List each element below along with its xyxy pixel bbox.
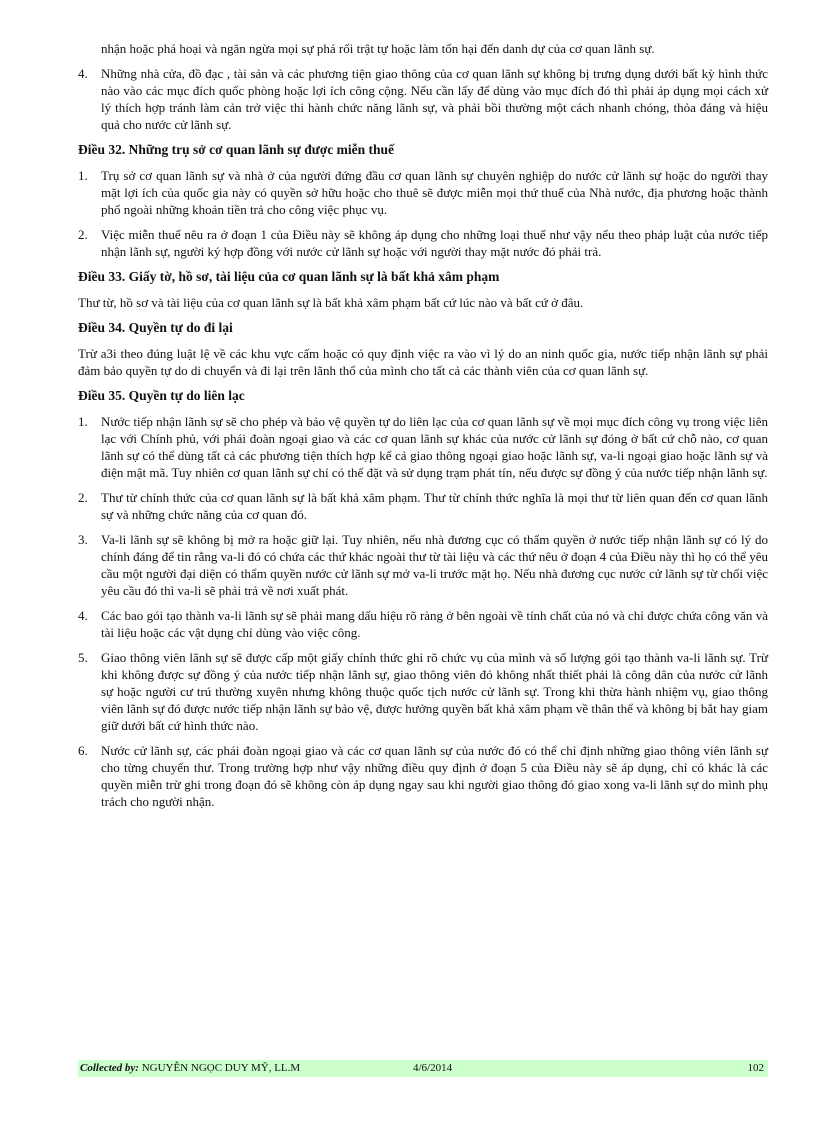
list-text: Những nhà cửa, đồ đạc , tài sản và các phương tiện giao thông của cơ quan lãnh sự không bị trưng dụng dưới bất kỳ hình thức nào vào các mục đích quốc phòng hoặc lợi ích công cộng. Nếu cần lấy để dùng vào mục đích đó thì phải áp dụng mọi cách xử lý thích hợp tránh làm cản trở việc thi hành chức năng lãnh sự, và phải bồi thường một cách nhanh chóng, thỏa đáng và hiệu quả cho nước cử lãnh sự. [101, 66, 768, 132]
article-33-heading: Điều 33. Giấy tờ, hồ sơ, tài liệu của cơ quan lãnh sự là bất khả xâm phạm [78, 269, 500, 284]
list-number: 3. [78, 532, 88, 547]
collected-by-label: Collected by: [80, 1062, 139, 1074]
list-text: Việc miễn thuế nêu ra ở đoạn 1 của Điều này sẽ không áp dụng cho những loại thuế như vậy nếu theo pháp luật của nước tiếp nhận lãnh sự, người ký hợp đồng với nước cử lãnh sự hoặc với người thay mặt nước đó phải trả. [101, 227, 768, 259]
article-34-heading: Điều 34. Quyền tự do đi lại [78, 320, 233, 335]
list-item [78, 607, 768, 641]
footer-author: NGUYỄN NGỌC DUY MỸ, LL.M [141, 1062, 301, 1074]
list-item [78, 65, 768, 133]
list-number: 4. [78, 608, 88, 623]
page-footer [78, 1060, 768, 1077]
list-text: Trụ sở cơ quan lãnh sự và nhà ở của người đứng đầu cơ quan lãnh sự chuyên nghiệp do nước cử lãnh sự hoặc do người thay mặt lợi ích của quốc gia này có quyền sở hữu hoặc cho thuê sẽ được miễn mọi thứ thuế của Nhà nước, địa phương hoặc thành phố ngoài những khoản tiền trả cho công việc phục vụ. [101, 168, 768, 217]
list-text: Thư từ chính thức của cơ quan lãnh sự là bất khả xâm phạm. Thư từ chính thức nghĩa là mọi thư từ liên quan đến cơ quan lãnh sự và những chức năng của cơ quan đó. [101, 490, 768, 522]
list-text: Va-li lãnh sự sẽ không bị mở ra hoặc giữ lại. Tuy nhiên, nếu nhà đương cục có thẩm quyền ở nước tiếp nhận lãnh sự có lý do chính đáng để tin rằng va-li đó có chứa các thứ khác ngoài thư từ tài liệu và các thứ nêu ở đoạn 4 của Điều này thì họ có thể yêu cầu một người đại diện có thẩm quyền nước cử lãnh sự mở va-li trước mặt họ. Nếu nhà đương cục nước cử lãnh sự từ chối việc yêu cầu đó thì va-li sẽ phải trả về nơi xuất phát. [101, 532, 768, 598]
article-35-heading: Điều 35. Quyền tự do liên lạc [78, 388, 245, 403]
list-number: 1. [78, 168, 88, 183]
article-34-text: Trừ a3i theo đúng luật lệ về các khu vực cấm hoặc có quy định việc ra vào vì lý do an ninh quốc gia, nước tiếp nhận lãnh sự phải đảm bảo quyền tự do di chuyển và đi lại trên lãnh thổ của mình cho tất cả các thành viên của cơ quan lãnh sự. [78, 346, 768, 378]
list-text: Các bao gói tạo thành va-li lãnh sự sẽ phải mang dấu hiệu rõ ràng ở bên ngoài về tính chất của nó và chỉ được chứa công văn và tài liệu hoặc các vật dụng chỉ dùng vào việc công. [101, 608, 768, 640]
list-item [78, 742, 768, 810]
document-page [78, 40, 768, 818]
list-item [78, 649, 768, 734]
page-number: 102 [747, 1062, 764, 1074]
continued-paragraph: nhận hoặc phá hoại và ngăn ngừa mọi sự phá rối trật tự hoặc làm tổn hại đến danh dự của cơ quan lãnh sự. [101, 41, 655, 56]
list-text: Nước cử lãnh sự, các phái đoàn ngoại giao và các cơ quan lãnh sự của nước đó có thể chỉ định những giao thông viên lãnh sự cho từng chuyến thư. Trong trường hợp như vậy những điều quy định ở đoạn 5 của Điều này sẽ áp dụng, chỉ có khác là các quyền miễn trừ ghi trong đoạn đó sẽ không còn áp dụng ngay sau khi người giao thông đó giao xong va-li lãnh sự do mình phụ trách cho người nhận. [101, 743, 768, 809]
list-text: Giao thông viên lãnh sự sẽ được cấp một giấy chính thức ghi rõ chức vụ của mình và số lượng gói tạo thành va-li lãnh sự. Trừ khi không được sự đồng ý của nước tiếp nhận lãnh sự, giao thông viên đó không nhất thiết phải là công dân của nước cử lãnh sự hoặc người cư trú thường xuyên nhưng không thuộc quốc tịch nước cử lãnh sự. Trong khi thừa hành nhiệm vụ, giao thông viên lãnh sự đó được nước tiếp nhận lãnh sự bảo vệ, được hưởng quyền bất khả xâm phạm về thân thể và không bị bắt hay giam giữ dưới bất cứ hình thức nào. [101, 650, 768, 733]
list-number: 6. [78, 743, 88, 758]
list-text: Nước tiếp nhận lãnh sự sẽ cho phép và bảo vệ quyền tự do liên lạc của cơ quan lãnh sự về mọi mục đích công vụ trong việc liên lạc với Chính phủ, với phái đoàn ngoại giao và các cơ quan lãnh sự khác của nước cử lãnh sự đóng ở bất cứ chỗ nào, cơ quan lãnh sự có thể dùng tất cả các phương tiện thích hợp kể cả giao thông ngoại giao hoặc lãnh sự, va-li ngoại giao hoặc lãnh sự và điện mật mã. Tuy nhiên cơ quan lãnh sự chỉ có thể đặt và sử dụng trạm phát tín, nếu được sự đồng ý của nước tiếp nhận lãnh sự. [101, 414, 768, 480]
list-number: 1. [78, 414, 88, 429]
list-number: 2. [78, 490, 88, 505]
article-33-text: Thư từ, hồ sơ và tài liệu của cơ quan lãnh sự là bất khả xâm phạm bất cứ lúc nào và bất cứ ở đâu. [78, 295, 584, 310]
footer-date: 4/6/2014 [413, 1062, 453, 1074]
list-item [78, 531, 768, 599]
list-item [78, 226, 768, 260]
list-number: 4. [78, 66, 88, 81]
list-item [78, 489, 768, 523]
list-number: 5. [78, 650, 88, 665]
list-item [78, 413, 768, 481]
list-item [78, 167, 768, 218]
footer-credit [78, 1060, 300, 1077]
list-number: 2. [78, 227, 88, 242]
article-32-heading: Điều 32. Những trụ sở cơ quan lãnh sự được miễn thuế [78, 142, 395, 157]
